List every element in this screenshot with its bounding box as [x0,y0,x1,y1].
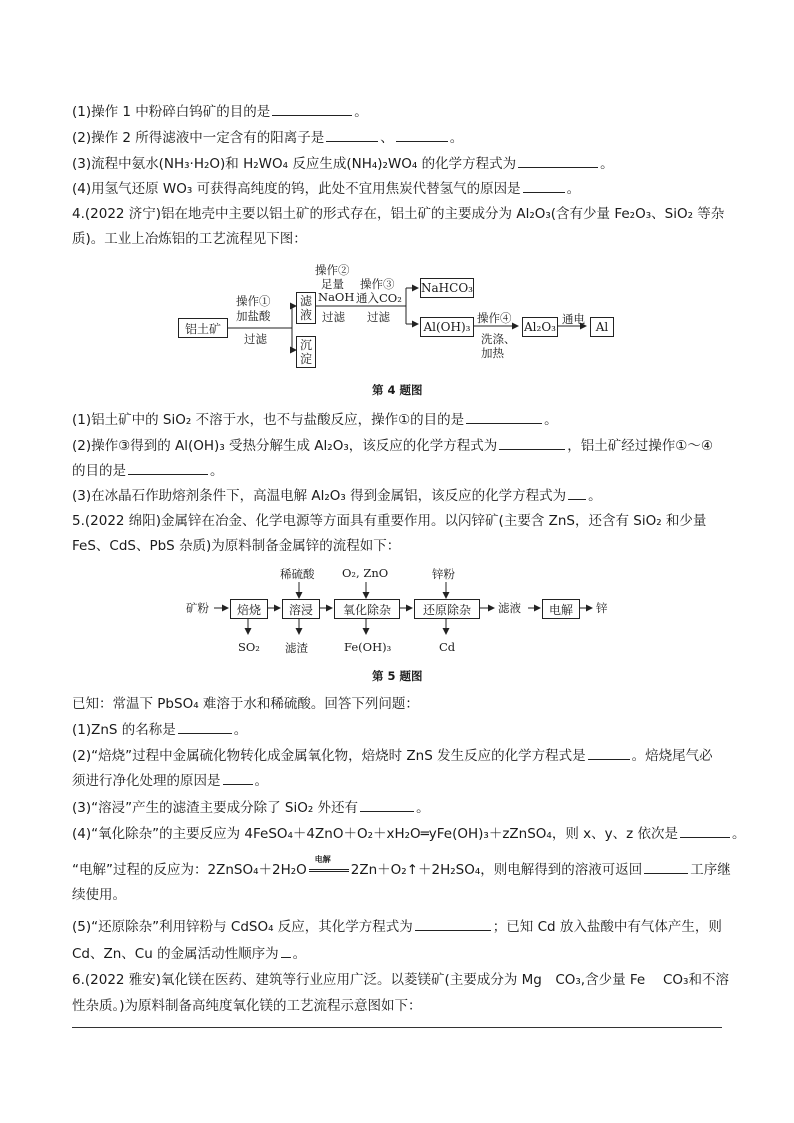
q5-part5-text: (5)“还原除杂”利用锌粉与 CdSO₄ 反应，其化学方程式为 [72,919,413,935]
label-feoh3: Fe(OH)₃ [344,640,392,654]
q5-part2-end-a: 。焙烧尾气必 [631,748,713,764]
label-zinc-powder: 锌粉 [432,567,455,581]
q4-figure-caption: 第 4 题图 [372,383,423,397]
q5-part1-text: (1)ZnS 的名称是 [72,722,176,738]
bottom-divider [72,1027,722,1028]
box-nahco3: NaHCO₃ [420,278,474,298]
q5-part2-end-b: 。 [254,773,268,789]
q3-part2-text: (2)操作 2 所得滤液中一定含有的阳离子是 [72,130,325,146]
label-op1: 操作① [236,294,271,308]
q4-part2-text-c: 的目的是 [72,463,126,479]
q5-part4-line2 [72,855,731,880]
q5-part4-end-b: 工序继 [690,862,731,878]
q4-intro-line2: 质)。工业上冶炼铝的工艺流程见下图： [72,231,307,247]
q5-part2-text: (2)“焙烧”过程中金属硫化物转化成金属氧化物，焙烧时 ZnS 发生反应的化学方程式是 [72,748,586,764]
label-excess: 足量 [321,277,344,291]
q5-part4-end: 。 [731,826,746,842]
q5-known: 已知：常温下 PbSO₄ 难溶于水和稀硫酸。回答下列问题： [72,696,419,712]
q4-intro-line1: 4.(2022 济宁)铝在地壳中主要以铝土矿的形式存在，铝土矿的主要成分为 Al₂O₃(含有少量 Fe₂O₃、SiO₂ 等杂 [72,206,725,222]
q6-intro-line1: 6.(2022 雅安)氧化镁在医药、建筑等行业应用广泛。以菱镁矿(主要成分为 Mg CO₃,含少量 Fe CO₃和不溶 [72,972,729,988]
q4-part3-text: (3)在冰晶石作助熔剂条件下，高温电解 Al₂O₃ 得到金属铝，该反应的化学方程式为 [72,488,567,504]
q5-part2-line1 [72,745,713,766]
label-dilute-acid: 稀硫酸 [280,567,315,581]
box-al: Al [590,317,614,337]
label-filter1: 过滤 [244,332,267,346]
label-filter2: 过滤 [322,310,345,324]
q5-electrolysis-lhs: “电解”过程的反应为：2ZnSO₄＋2H₂O [72,862,307,878]
box-roast: 焙烧 [230,599,268,619]
label-add-co2: 通入CO₂ [356,291,402,305]
separator: 、 [380,130,394,146]
answer-blank[interactable] [178,719,232,734]
box-aloh3: Al(OH)₃ [420,317,474,337]
q3-part1-text: (1)操作 1 中粉碎白钨矿的目的是 [72,104,271,120]
box-al2o3: Al₂O₃ [522,317,558,337]
q4-part3-end: 。 [588,488,602,504]
box-reduction: 还原除杂 [414,599,480,619]
label-cd: Cd [439,640,456,654]
q5-part1-end: 。 [233,722,248,738]
q5-part4-text: (4)“氧化除杂”的主要反应为 4FeSO₄＋4ZnO＋O₂＋xH₂O═yFe(OH)₃＋zZnSO₄，则 x、y、z 依次是 [72,826,678,842]
q5-part1 [72,719,247,740]
box-bauxite: 铝土矿 [178,318,228,338]
label-o2-zno: O₂, ZnO [342,566,389,580]
label-filter3: 过滤 [367,310,390,324]
precipitate-char2: 淀 [299,352,312,366]
label-add-acid: 加盐酸 [236,309,271,323]
label-naoh: NaOH [318,290,355,304]
box-leach: 溶浸 [282,599,320,619]
reaction-condition [307,855,351,880]
answer-blank[interactable] [680,823,730,838]
q5-electrolysis-rhs: 2Zn＋O₂↑＋2H₂SO₄，则电解得到的溶液可返回 [350,862,643,878]
q5-part5-line1 [72,916,722,937]
answer-blank[interactable] [644,859,688,874]
q4-part2-end: 。 [210,463,224,479]
answer-blank[interactable] [415,916,491,931]
q5-part2-line2 [72,770,268,791]
q4-part1-end: 。 [544,412,558,428]
label-electrolysis: 通电 [562,312,585,326]
q4-part2-text: (2)操作③得到的 Al(OH)₃ 受热分解生成 Al₂O₃，该反应的化学方程式为 [72,438,498,454]
q3-part1-end: 。 [354,104,368,120]
label-so2: SO₂ [238,640,260,654]
label-filtrate: 滤液 [498,601,521,615]
q3-part4-end: 。 [566,181,581,197]
q5-part5-line2 [72,943,306,964]
filtrate-char1: 滤 [299,294,312,308]
q3-part4-text: (4)用氢气还原 WO₃ 可获得高纯度的钨，此处不宜用焦炭代替氢气的原因是 [72,181,521,197]
answer-blank[interactable] [223,770,253,785]
label-heat: 加热 [481,346,504,360]
label-zinc: 锌 [596,601,608,615]
precipitate-char1: 沉 [299,338,312,352]
box-oxidation: 氧化除杂 [334,599,400,619]
q5-part5-end-a: ；已知 Cd 放入盐酸中有气体产生，则 [492,919,722,935]
q5-intro-line1: 5.(2022 绵阳)金属锌在冶金、化学电源等方面具有重要作用。以闪锌矿(主要含 ZnS，还含有 SiO₂ 和少量 [72,513,707,529]
q5-part4-line1 [72,823,745,844]
q5-part2-text-b: 须进行净化处理的原因是 [72,773,221,789]
label-ore-powder: 矿粉 [186,601,209,615]
condition-label: 电解 [314,855,331,864]
q5-part3-end: 。 [416,800,430,816]
q5-part5-text-b: Cd、Zn、Cu 的金属活动性顺序为 [72,946,279,962]
answer-blank[interactable] [588,745,630,760]
label-op4: 操作④ [477,311,512,325]
q6-intro-line2: 性杂质。)为原料制备高纯度氧化镁的工艺流程示意图如下： [72,998,422,1014]
filtrate-char2: 液 [299,308,312,322]
q3-part3-end: 。 [600,156,614,172]
q5-part3-text: (3)“溶浸”产生的滤渣主要成分除了 SiO₂ 外还有 [72,800,359,816]
answer-blank[interactable] [281,943,291,958]
q3-part3-text: (3)流程中氨水(NH₃·H₂O)和 H₂WO₄ 反应生成(NH₄)₂WO₄ 的化学方程式为 [72,156,517,172]
label-op2: 操作② [315,263,350,277]
q3-part2-end: 。 [449,130,464,146]
q4-part1-text: (1)铝土矿中的 SiO₂ 不溶于水，也不与盐酸反应，操作①的目的是 [72,412,465,428]
label-residue: 滤渣 [285,641,308,655]
box-electrolysis: 电解 [542,599,580,619]
label-wash: 洗涤、 [481,332,516,346]
q5-part4-line3: 续使用。 [72,887,126,903]
answer-blank[interactable] [360,797,414,812]
q5-part5-end-b: 。 [292,946,307,962]
q4-part2-text-b: ，铝土矿经过操作①～④ [567,438,713,454]
q5-part3 [72,797,430,818]
label-op3: 操作③ [360,277,395,291]
q5-intro-line2: FeS、CdS、PbS 杂质)为原料制备金属锌的流程如下： [72,538,401,554]
q5-figure-caption: 第 5 题图 [372,669,423,683]
